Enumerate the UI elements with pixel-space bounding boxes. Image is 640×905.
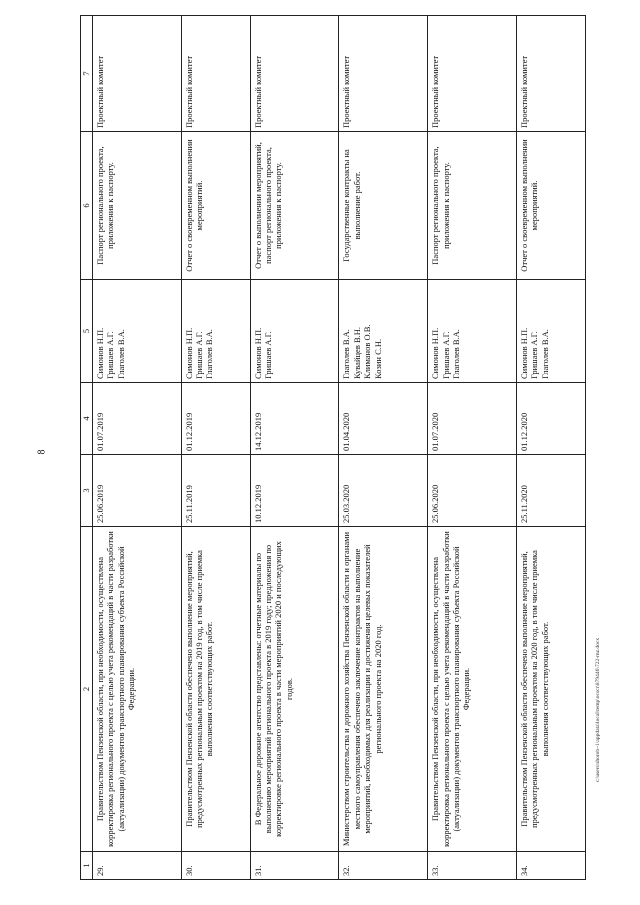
row-control: Проектный комитет [339,16,428,132]
row-document: Отчет о своевременном выполнении мероприятий. [517,132,586,280]
responsible-person: Глаголев В.А. [204,329,215,379]
responsible-person: Гришаев А.Г. [263,331,274,379]
row-start-date: 25.11.2020 [517,455,586,527]
responsible-person: Гришаев А.Г. [194,331,205,379]
row-document: Паспорт регионального проекта, приложения к паспорту. [428,132,517,280]
row-start-date: 25.03.2020 [339,455,428,527]
row-document: Государственные контракты на выполнение работ. [339,132,428,280]
table-row [181,16,250,880]
row-document: Отчет о своевременном выполнении мероприятий. [181,132,250,280]
row-end-date: 01.12.2019 [181,383,250,455]
row-end-date: 14.12.2019 [250,383,339,455]
row-control: Проектный комитет [93,16,182,132]
responsible-person: Глаголев В.А. [341,329,352,379]
row-control: Проектный комитет [181,16,250,132]
row-number: 31. [250,852,339,880]
column-header-5: 5 [81,280,93,383]
row-description: В Федеральное дорожное агентство представлены: отчетные материалы по выполнению мероприятий регионального проекта в 2019 году; предложения по корректировке регионального проекта в части мероприятий 2020 и последующих годов. [250,527,339,852]
row-description: Правительством Пензенской области обеспечено выполнение мероприятий, предусмотренных региональным проектом на 2020 год, в том числе приемка выполнения соответствующих работ. [517,527,586,852]
page-number: 8 [36,449,48,455]
row-start-date: 25.06.2020 [428,455,517,527]
column-header-7: 7 [81,16,93,132]
responsible-person: Гришаев А.Г. [529,331,540,379]
row-responsible [250,280,339,383]
column-header-3: 3 [81,455,93,527]
row-responsible [93,280,182,383]
row-control: Проектный комитет [517,16,586,132]
responsible-person: Симонов Н.П. [519,327,530,379]
row-end-date: 01.12.2020 [517,383,586,455]
row-start-date: 25.06.2019 [93,455,182,527]
row-description: Правительством Пензенской области, при необходимости, осуществлена корректировка регионального проекта с целью учета рекомендаций в части разработки (актуализации) документов транспортного планирования субъекта Российской Федерации. [428,527,517,852]
responsible-person: Кувайцев В.Н. [351,326,362,379]
row-start-date: 10.12.2019 [250,455,339,527]
row-description: Правительством Пензенской области, при необходимости, осуществлена корректировка регионального проекта с целью учета рекомендаций в части разработки (актуализации) документов транспортного планирования субъекта Российской Федерации. [93,527,182,852]
row-responsible [517,280,586,383]
responsible-person: Козин С.Н. [372,338,383,379]
row-number: 29. [93,852,182,880]
row-number: 32. [339,852,428,880]
responsible-person: Климанов О.В. [362,324,373,379]
row-responsible [181,280,250,383]
responsible-person: Симонов Н.П. [430,327,441,379]
column-header-2: 2 [81,527,93,852]
rotated-table-container [80,16,586,880]
table-header-row [81,16,93,880]
table-row [339,16,428,880]
responsible-person: Гришаев А.Г. [105,331,116,379]
responsible-person: Симонов Н.П. [252,327,263,379]
row-number: 33. [428,852,517,880]
table-row [250,16,339,880]
responsible-person: Глаголев В.А. [115,329,126,379]
responsible-person: Гришаев А.Г. [440,331,451,379]
responsible-person: Глаголев В.А. [539,329,550,379]
row-responsible [428,280,517,383]
row-control: Проектный комитет [428,16,517,132]
row-document: Отчет о выполнении мероприятий, паспорт регионального проекта, приложения к паспорту. [250,132,339,280]
row-end-date: 01.07.2019 [93,383,182,455]
row-number: 34. [517,852,586,880]
row-start-date: 25.11.2019 [181,455,250,527]
row-number: 30. [181,852,250,880]
table-row [428,16,517,880]
row-description: Министерством строительства и дорожного хозяйства Пензенской области и органами местного самоуправления обеспечено заключение контрактов на выполнение мероприятий, необходимых для реализации и достижения целевых показателей регионального проекта на 2020 год. [339,527,428,852]
column-header-4: 4 [81,383,93,455]
responsible-person: Симонов Н.П. [183,327,194,379]
footer-file-path: c:\users\shorob~1\appdata\local\temp\ocscr\879446\722-rnz.docx [595,637,601,783]
column-header-1: 1 [81,852,93,880]
row-end-date: 01.07.2020 [428,383,517,455]
row-responsible [339,280,428,383]
table-row [93,16,182,880]
responsible-person: Глаголев В.А. [450,329,461,379]
column-header-6: 6 [81,132,93,280]
row-control: Проектный комитет [250,16,339,132]
responsible-person: Симонов Н.П. [95,327,105,379]
plan-table [80,15,586,880]
table-row [517,16,586,880]
row-document: Паспорт регионального проекта, приложения к паспорту. [93,132,182,280]
row-end-date: 01.04.2020 [339,383,428,455]
row-description: Правительством Пензенской области обеспечено выполнение мероприятий, предусмотренных региональным проектом на 2019 год, в том числе приемка выполнения соответствующих работ. [181,527,250,852]
